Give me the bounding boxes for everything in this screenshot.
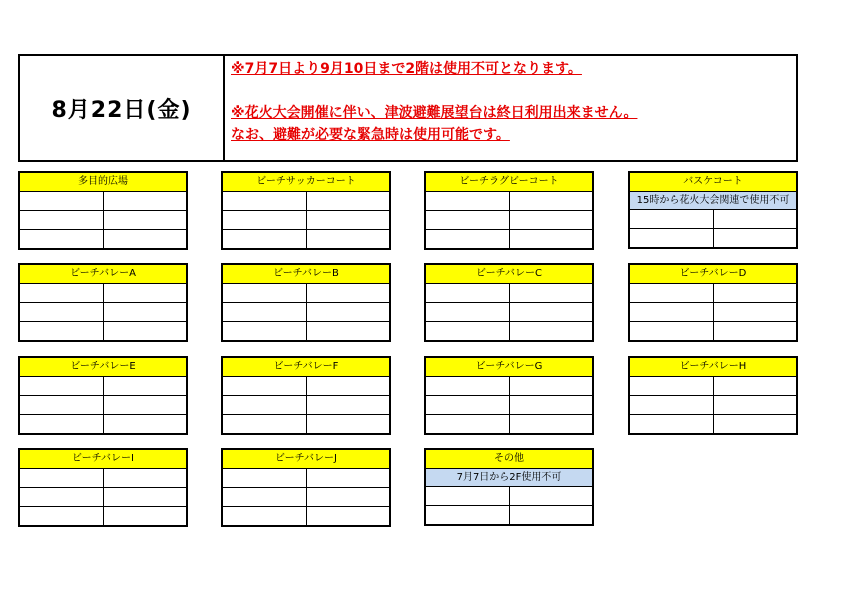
- schedule-cell[interactable]: [630, 322, 713, 340]
- schedule-cell[interactable]: [713, 303, 797, 321]
- venue-title: ビーチバレーC: [426, 265, 592, 284]
- schedule-cell[interactable]: [306, 415, 390, 433]
- schedule-cell[interactable]: [509, 303, 593, 321]
- venue-beach-volley-a: [18, 263, 188, 342]
- schedule-cell[interactable]: [103, 322, 187, 340]
- schedule-cell[interactable]: [306, 303, 390, 321]
- schedule-row: [20, 377, 186, 396]
- schedule-row: [426, 192, 592, 211]
- schedule-cell[interactable]: [509, 506, 593, 524]
- schedule-row: [630, 303, 796, 322]
- schedule-cell[interactable]: [426, 377, 509, 395]
- schedule-cell[interactable]: [223, 192, 306, 210]
- venue-beach-volley-f: [221, 356, 391, 435]
- schedule-row: [20, 230, 186, 248]
- schedule-cell[interactable]: [630, 284, 713, 302]
- schedule-cell[interactable]: [103, 192, 187, 210]
- schedule-row: [630, 229, 796, 247]
- venue-title: その他: [426, 450, 592, 469]
- schedule-cell[interactable]: [103, 469, 187, 487]
- schedule-cell[interactable]: [306, 377, 390, 395]
- schedule-cell[interactable]: [509, 322, 593, 340]
- schedule-row: [223, 303, 389, 322]
- venue-beach-volley-j: [221, 448, 391, 527]
- schedule-row: [426, 284, 592, 303]
- schedule-cell[interactable]: [103, 415, 187, 433]
- schedule-cell[interactable]: [103, 488, 187, 506]
- schedule-row: [426, 303, 592, 322]
- schedule-row: [426, 211, 592, 230]
- schedule-cell[interactable]: [306, 507, 390, 525]
- schedule-cell[interactable]: [103, 211, 187, 229]
- schedule-cell[interactable]: [20, 284, 103, 302]
- schedule-cell[interactable]: [223, 415, 306, 433]
- schedule-cell[interactable]: [426, 322, 509, 340]
- schedule-cell[interactable]: [713, 229, 797, 247]
- schedule-row: [223, 377, 389, 396]
- schedule-cell[interactable]: [223, 322, 306, 340]
- schedule-cell[interactable]: [20, 415, 103, 433]
- schedule-cell[interactable]: [509, 211, 593, 229]
- schedule-cell[interactable]: [103, 303, 187, 321]
- schedule-cell[interactable]: [20, 507, 103, 525]
- venue-beach-volley-i: [18, 448, 188, 527]
- schedule-row: [630, 415, 796, 433]
- schedule-cell[interactable]: [306, 230, 390, 248]
- schedule-cell[interactable]: [509, 396, 593, 414]
- schedule-cell[interactable]: [103, 284, 187, 302]
- venue-title: ビーチラグビーコート: [426, 173, 592, 192]
- venue-other: [424, 448, 594, 526]
- schedule-cell[interactable]: [509, 192, 593, 210]
- schedule-row: [223, 211, 389, 230]
- schedule-row: [20, 284, 186, 303]
- venue-note: 7月7日から2F使用不可: [426, 469, 592, 487]
- schedule-row: [20, 396, 186, 415]
- schedule-row: [20, 469, 186, 488]
- schedule-row: [20, 211, 186, 230]
- schedule-cell[interactable]: [426, 396, 509, 414]
- schedule-cell[interactable]: [20, 488, 103, 506]
- schedule-cell[interactable]: [223, 469, 306, 487]
- schedule-cell[interactable]: [630, 210, 713, 228]
- schedule-cell[interactable]: [426, 230, 509, 248]
- schedule-row: [426, 230, 592, 248]
- schedule-cell[interactable]: [713, 415, 797, 433]
- schedule-cell[interactable]: [306, 284, 390, 302]
- schedule-cell[interactable]: [630, 396, 713, 414]
- schedule-cell[interactable]: [223, 230, 306, 248]
- schedule-row: [426, 377, 592, 396]
- schedule-cell[interactable]: [103, 507, 187, 525]
- schedule-cell[interactable]: [103, 396, 187, 414]
- venue-beach-rugby: [424, 171, 594, 250]
- date-label: 8月22日(金): [20, 56, 225, 160]
- schedule-cell[interactable]: [223, 488, 306, 506]
- schedule-row: [223, 488, 389, 507]
- venue-beach-volley-g: [424, 356, 594, 435]
- venue-title: バスケコート: [630, 173, 796, 192]
- schedule-cell[interactable]: [223, 377, 306, 395]
- header-table: [18, 54, 798, 162]
- schedule-cell[interactable]: [20, 377, 103, 395]
- venue-beach-volley-h: [628, 356, 798, 435]
- venue-beach-volley-d: [628, 263, 798, 342]
- schedule-cell[interactable]: [306, 322, 390, 340]
- venue-basketball-court: [628, 171, 798, 249]
- schedule-row: [630, 210, 796, 229]
- schedule-cell[interactable]: [223, 507, 306, 525]
- notice-tower-closed: ※花火大会開催に伴い、津波避難展望台は終日利用出来ません。: [231, 105, 638, 121]
- notice-emergency-use: なお、避難が必要な緊急時は使用可能です。: [231, 127, 510, 143]
- notice-second-floor: ※7月7日より9月10日まで2階は使用不可となります。: [231, 61, 582, 77]
- schedule-cell[interactable]: [509, 487, 593, 505]
- schedule-cell[interactable]: [713, 396, 797, 414]
- venue-title: ビーチバレーI: [20, 450, 186, 469]
- schedule-row: [426, 322, 592, 340]
- schedule-row: [630, 377, 796, 396]
- schedule-cell[interactable]: [426, 487, 509, 505]
- schedule-row: [20, 303, 186, 322]
- schedule-row: [630, 396, 796, 415]
- schedule-cell[interactable]: [20, 211, 103, 229]
- schedule-row: [20, 488, 186, 507]
- schedule-cell[interactable]: [306, 469, 390, 487]
- schedule-cell[interactable]: [20, 469, 103, 487]
- schedule-cell[interactable]: [306, 192, 390, 210]
- venue-note: 15時から花火大会関連で使用不可: [630, 192, 796, 210]
- schedule-cell[interactable]: [20, 322, 103, 340]
- schedule-row: [426, 506, 592, 524]
- schedule-cell[interactable]: [426, 284, 509, 302]
- venue-beach-soccer: [221, 171, 391, 250]
- schedule-row: [426, 487, 592, 506]
- schedule-cell[interactable]: [509, 284, 593, 302]
- schedule-cell[interactable]: [630, 303, 713, 321]
- schedule-row: [223, 192, 389, 211]
- venue-title: ビーチバレーG: [426, 358, 592, 377]
- schedule-cell[interactable]: [713, 210, 797, 228]
- schedule-row: [223, 415, 389, 433]
- schedule-cell[interactable]: [509, 415, 593, 433]
- notice-spacer: [231, 80, 790, 102]
- schedule-cell[interactable]: [306, 211, 390, 229]
- schedule-cell[interactable]: [306, 396, 390, 414]
- schedule-row: [223, 284, 389, 303]
- venue-title: 多目的広場: [20, 173, 186, 192]
- schedule-row: [223, 396, 389, 415]
- schedule-cell[interactable]: [713, 284, 797, 302]
- schedule-row: [223, 322, 389, 340]
- schedule-row: [223, 507, 389, 525]
- venue-beach-volley-b: [221, 263, 391, 342]
- schedule-cell[interactable]: [713, 322, 797, 340]
- schedule-row: [20, 322, 186, 340]
- schedule-cell[interactable]: [103, 377, 187, 395]
- schedule-cell[interactable]: [630, 415, 713, 433]
- schedule-cell[interactable]: [223, 284, 306, 302]
- venue-multipurpose-plaza: [18, 171, 188, 250]
- schedule-cell[interactable]: [223, 211, 306, 229]
- schedule-row: [426, 415, 592, 433]
- schedule-cell[interactable]: [426, 506, 509, 524]
- schedule-cell[interactable]: [20, 303, 103, 321]
- schedule-cell[interactable]: [509, 377, 593, 395]
- schedule-row: [20, 415, 186, 433]
- venue-title: ビーチバレーJ: [223, 450, 389, 469]
- schedule-row: [426, 396, 592, 415]
- venue-title: ビーチサッカーコート: [223, 173, 389, 192]
- schedule-cell[interactable]: [20, 230, 103, 248]
- schedule-cell[interactable]: [20, 192, 103, 210]
- venue-title: ビーチバレーA: [20, 265, 186, 284]
- notice-area: [225, 56, 796, 160]
- schedule-cell[interactable]: [426, 415, 509, 433]
- venue-title: ビーチバレーE: [20, 358, 186, 377]
- schedule-cell[interactable]: [20, 396, 103, 414]
- venue-title: ビーチバレーD: [630, 265, 796, 284]
- schedule-row: [223, 469, 389, 488]
- schedule-cell[interactable]: [103, 230, 187, 248]
- schedule-cell[interactable]: [426, 192, 509, 210]
- schedule-cell[interactable]: [509, 230, 593, 248]
- schedule-row: [630, 284, 796, 303]
- venue-title: ビーチバレーH: [630, 358, 796, 377]
- schedule-row: [630, 322, 796, 340]
- schedule-row: [20, 192, 186, 211]
- schedule-cell[interactable]: [223, 396, 306, 414]
- schedule-cell[interactable]: [713, 377, 797, 395]
- schedule-cell[interactable]: [426, 303, 509, 321]
- schedule-cell[interactable]: [223, 303, 306, 321]
- schedule-cell[interactable]: [630, 377, 713, 395]
- schedule-cell[interactable]: [426, 211, 509, 229]
- venue-beach-volley-c: [424, 263, 594, 342]
- schedule-row: [223, 230, 389, 248]
- schedule-cell[interactable]: [630, 229, 713, 247]
- venue-beach-volley-e: [18, 356, 188, 435]
- schedule-row: [20, 507, 186, 525]
- venue-title: ビーチバレーF: [223, 358, 389, 377]
- schedule-cell[interactable]: [306, 488, 390, 506]
- venue-title: ビーチバレーB: [223, 265, 389, 284]
